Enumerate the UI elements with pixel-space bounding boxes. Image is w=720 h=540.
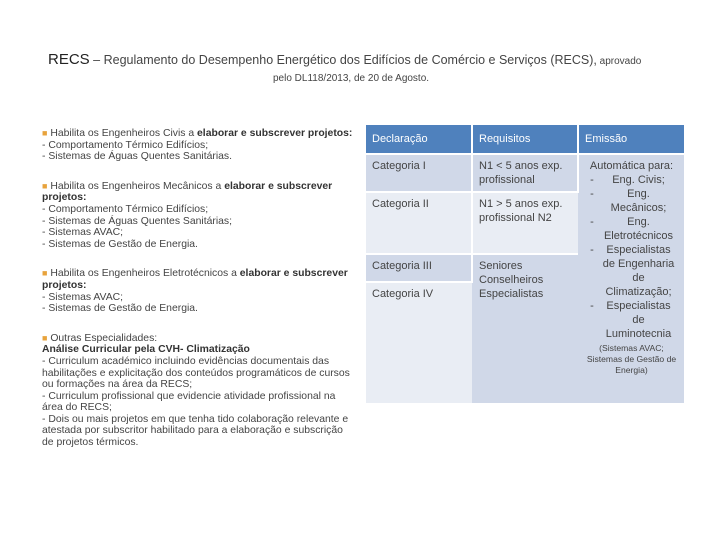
block-lead: Habilita os Engenheiros Civis a	[47, 128, 198, 139]
block-lead-bold: Análise Curricular pela CVH- Climatização	[42, 344, 250, 356]
block-line: - Sistemas AVAC;	[42, 227, 124, 239]
title-acronym: RECS	[48, 51, 90, 68]
table-cell: Categoria I	[366, 154, 472, 192]
table-cell: Categoria II	[366, 192, 472, 254]
block-lead-bold: elaborar e subscrever projetos:	[42, 268, 348, 291]
block-lead: Habilita os Engenheiros Eletrotécnicos a	[47, 268, 240, 280]
block-line: - Sistemas de Águas Quentes Sanitárias;	[42, 215, 233, 227]
emissao-cell	[578, 154, 684, 403]
bullet-square-icon: ■	[42, 180, 48, 191]
habilitation-list	[42, 128, 354, 467]
block-line: - Comportamento Térmico Edifícios;	[42, 203, 209, 215]
block-line: - Sistemas AVAC;	[42, 291, 124, 303]
page-subtitle: pelo DL118/2013, de 20 de Agosto.	[273, 73, 430, 84]
block-lead-bold: elaborar e subscrever projetos:	[197, 128, 353, 139]
column-header: Declaração	[366, 125, 472, 154]
bullet-square-icon: ■	[42, 128, 48, 138]
bullet-square-icon: ■	[42, 332, 48, 343]
emissao-head: Automática para:	[589, 160, 674, 172]
table-header-row	[366, 125, 684, 154]
table-cell: N1 > 5 anos exp. profissional N2	[472, 192, 578, 254]
block-outras	[42, 333, 354, 449]
block-line: - Comportamento Térmico Edifícios;	[42, 139, 209, 151]
block-line: - Sistemas de Gestão de Energia.	[42, 303, 198, 315]
column-header: Requisitos	[472, 125, 578, 154]
emissao-note: (Sistemas AVAC; Sistemas de Gestão de Energia)	[586, 343, 677, 375]
block-eletrotecnicos	[42, 268, 354, 314]
block-line: - Dois ou mais projetos em que tenha tido colaboração relevante e atestada por subscritor habilitado para a elaboração e subscrição de projetos térmicos.	[42, 413, 349, 449]
block-lead-bold: elaborar e subscrever projetos:	[42, 180, 333, 204]
table-row	[366, 154, 684, 192]
block-line: - Sistemas de Águas Quentes Sanitárias.	[42, 151, 233, 163]
certification-table	[366, 125, 684, 403]
table-cell: N1 < 5 anos exp. profissional	[472, 154, 578, 192]
column-header: Emissão	[578, 125, 684, 154]
list-item: - Eng. Mecânicos;	[590, 188, 667, 214]
list-item: - Especialistas de Luminotecnia	[590, 300, 672, 340]
block-lead: Outras Especialidades:	[47, 332, 158, 344]
block-line: - Curriculum profissional que evidencie atividade profissional na área do RECS;	[42, 390, 336, 414]
page-title	[48, 52, 708, 70]
table-cell: Categoria III	[366, 254, 472, 282]
bullet-square-icon: ■	[42, 268, 48, 279]
table-cell: Categoria IV	[366, 282, 472, 403]
list-item: - Eng. Civis;	[590, 174, 665, 186]
block-mecanicos	[42, 181, 354, 251]
title-main: – Regulamento do Desempenho Energético dos Edifícios de Comércio e Serviços (RECS),	[89, 53, 597, 67]
block-lead: Habilita os Engenheiros Mecânicos a	[47, 180, 225, 192]
list-item: - Eng. Eletrotécnicos	[590, 216, 674, 242]
emissao-list	[585, 173, 678, 341]
block-line: - Curriculum académico incluindo evidências documentais das habilitações e explicitação dos conteúdos programáticos de cursos ou formações na área da RECS;	[42, 355, 350, 391]
list-item: - Especialistas de Engenharia de Climatização;	[590, 244, 675, 298]
title-tail: aprovado	[596, 56, 642, 67]
block-civis	[42, 128, 354, 163]
block-line: - Sistemas de Gestão de Energia.	[42, 238, 198, 250]
table-cell: Seniores Conselheiros Especialistas	[472, 254, 578, 403]
